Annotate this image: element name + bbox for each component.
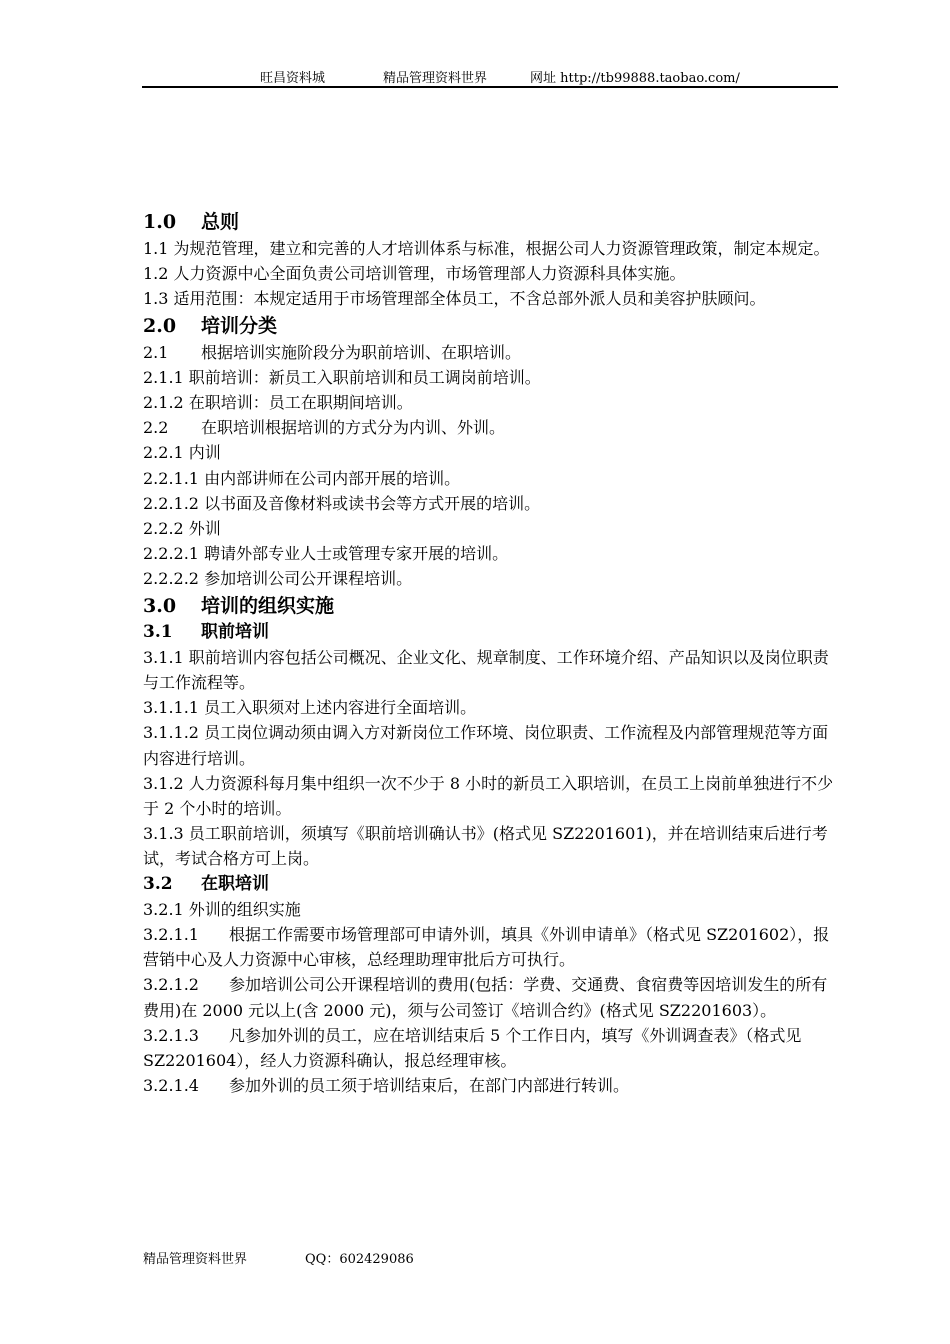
clause-text: 根据工作需要市场管理部可申请外训，填具《外训申请单》（格式见 SZ201602），报营销中心及人力资源中心审核，总经理助理审批后方可执行。	[143, 925, 830, 970]
clause-text: 根据培训实施阶段分为职前培训、在职培训。	[201, 342, 522, 362]
header-world-name: 精品管理资料世界	[383, 71, 488, 86]
paragraph-1-1: 1.1 为规范管理，建立和完善的人才培训体系与标准，根据公司人力资源管理政策，制定本规定。	[143, 239, 830, 258]
section-heading-2	[143, 312, 839, 340]
clause-number: 3.2.1.2	[143, 975, 199, 995]
paragraph-3-1-1: 3.1.1 职前培训内容包括公司概况、企业文化、规章制度、工作环境介绍、产品知识以及岗位职责与工作流程等。	[143, 647, 829, 693]
subsection-number: 3.2	[143, 873, 173, 894]
paragraph-3-2-1-1	[143, 922, 839, 972]
clause-text: 参加外训的员工须于培训结束后，在部门内部进行转训。	[229, 1076, 630, 1096]
document-body	[143, 208, 839, 1099]
header-url: 网址 http://tb99888.taobao.com/	[530, 71, 740, 86]
section-title: 培训的组织实施	[201, 594, 335, 617]
paragraph-3-1-1-2: 3.1.1.2 员工岗位调动须由调入方对新岗位工作环境、岗位职责、工作流程及内部管理规范等方面内容进行培训。	[143, 723, 829, 768]
section-title: 总则	[201, 211, 240, 233]
clause-number: 3.2.1.4	[143, 1076, 199, 1096]
footer-world-name: 精品管理资料世界	[143, 1252, 248, 1267]
paragraph-2-1-1: 2.1.1 职前培训：新员工入职前培训和员工调岗前培训。	[143, 367, 541, 387]
subsection-number: 3.1	[143, 621, 173, 642]
clause-text: 在职培训根据培训的方式分为内训、外训。	[201, 418, 506, 438]
clause-text: 凡参加外训的员工，应在培训结束后 5 个工作日内，填写《外训调查表》（格式见 SZ2201604），经人力资源科确认，报总经理审核。	[143, 1025, 802, 1071]
subsection-heading-3-1	[143, 620, 839, 645]
paragraph-3-2-1-4	[143, 1073, 839, 1098]
paragraph-1-3: 1.3 适用范围：本规定适用于市场管理部全体员工，不含总部外派人员和美容护肤顾问。	[143, 289, 766, 309]
footer-qq: QQ：602429086	[305, 1252, 414, 1267]
paragraph-2-1-2: 2.1.2 在职培训：员工在职期间培训。	[143, 393, 413, 413]
paragraph-2-2-1-2: 2.2.1.2 以书面及音像材料或读书会等方式开展的培训。	[143, 493, 541, 513]
paragraph-2-2-2-1: 2.2.2.1 聘请外部专业人士或管理专家开展的培训。	[143, 544, 509, 564]
paragraph-3-1-3: 3.1.3 员工职前培训，须填写《职前培训确认书》(格式见 SZ2201601)，并在培训结束后进行考试，考试合格方可上岗。	[143, 824, 828, 869]
paragraph-3-2-1-2	[143, 972, 839, 1022]
section-number: 3.0	[143, 594, 177, 617]
section-number: 1.0	[143, 211, 177, 233]
paragraph-2-2-2-2: 2.2.2.2 参加培训公司公开课程培训。	[143, 569, 413, 589]
section-number: 2.0	[143, 314, 177, 337]
paragraph-3-2-1-3	[143, 1023, 839, 1073]
paragraph-3-2-1: 3.2.1 外训的组织实施	[143, 899, 301, 919]
clause-number: 3.2.1.1	[143, 925, 199, 945]
clause-number: 3.2.1.3	[143, 1025, 199, 1045]
header-site-name: 旺昌资料城	[260, 71, 326, 86]
subsection-title: 职前培训	[201, 621, 269, 642]
clause-text: 参加培训公司公开课程培训的费用(包括：学费、交通费、食宿费等因培训发生的所有费用)在 2000 元以上(含 2000 元)，须与公司签订《培训合约》(格式见 SZ2201603）。	[143, 975, 828, 1020]
paragraph-3-1-2: 3.1.2 人力资源科每月集中组织一次不少于 8 小时的新员工入职培训，在员工上岗前单独进行不少于 2 个小时的培训。	[143, 773, 834, 819]
paragraph-2-2-1-1: 2.2.1.1 由内部讲师在公司内部开展的培训。	[143, 468, 461, 488]
section-heading-3	[143, 592, 839, 620]
paragraph-3-1-1-1: 3.1.1.1 员工入职须对上述内容进行全面培训。	[143, 698, 477, 718]
paragraph-2-2-2: 2.2.2 外训	[143, 519, 221, 539]
paragraph-2-2	[143, 415, 839, 440]
paragraph-1-2: 1.2 人力资源中心全面负责公司培训管理，市场管理部人力资源科具体实施。	[143, 264, 686, 284]
section-heading-1	[143, 208, 839, 236]
subsection-heading-3-2	[143, 872, 839, 897]
clause-number: 2.1	[143, 342, 169, 362]
clause-number: 2.2	[143, 418, 169, 438]
paragraph-2-2-1: 2.2.1 内训	[143, 443, 221, 463]
paragraph-2-1	[143, 340, 839, 365]
page-footer	[143, 1248, 414, 1267]
section-title: 培训分类	[201, 314, 278, 337]
page-header	[142, 64, 838, 88]
subsection-title: 在职培训	[201, 873, 269, 894]
